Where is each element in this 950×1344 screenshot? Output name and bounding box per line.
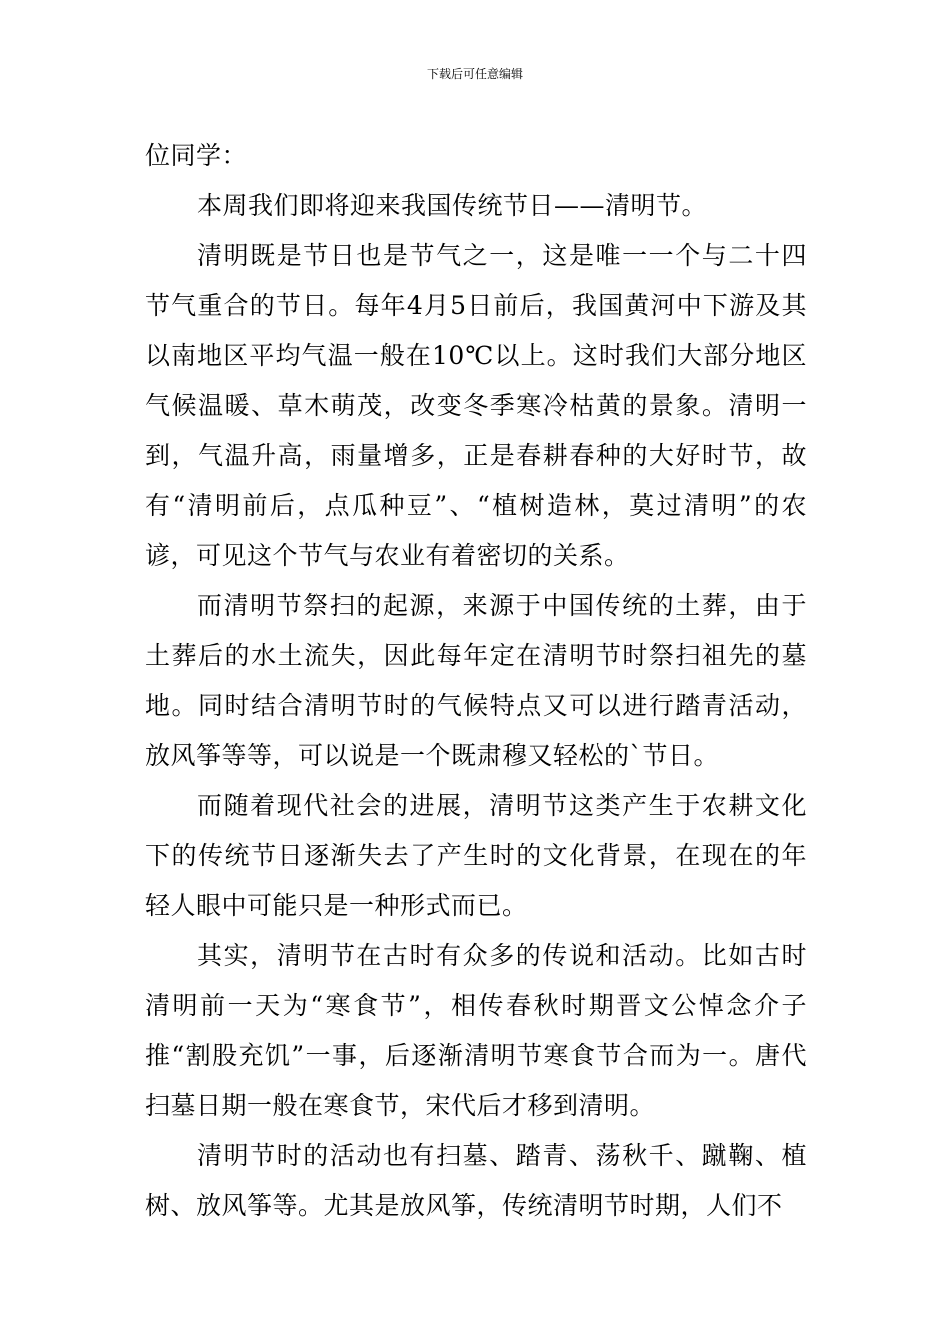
paragraph-2: 清明既是节日也是节气之一，这是唯一一个与二十四节气重合的节日。每年4月5日前后，我国黄河中下游及其以南地区平均气温一般在10℃以上。这时我们大部分地区气候温暖、草木萌茂，改变冬季寒冷枯黄的景象。清明一到，气温升高，雨量增多，正是春耕春种的大好时节，故有“清明前后，点瓜种豆”、“植树造林，莫过清明”的农谚，可见这个节气与农业有着密切的关系。 [145, 241, 807, 570]
paragraph-4: 而随着现代社会的进展，清明节这类产生于农耕文化下的传统节日逐渐失去了产生时的文化背景，在现在的年轻人眼中可能只是一种形式而已。 [145, 791, 807, 920]
page-header-note: 下载后可任意编辑 [426, 67, 523, 81]
salutation: 位同学： [145, 141, 248, 170]
paragraph-6: 清明节时的活动也有扫墓、踏青、荡秋千、蹴鞠、植树、放风筝等。尤其是放风筝，传统清明节时期，人们不 [145, 1141, 807, 1220]
paragraph-1: 本周我们即将迎来我国传统节日——清明节。 [197, 191, 708, 220]
paragraph-5: 其实，清明节在古时有众多的传说和活动。比如古时清明前一天为“寒食节”，相传春秋时期晋文公悼念介子推“割股充饥”一事，后逐渐清明节寒食节合而为一。唐代扫墓日期一般在寒食节，宋代后才移到清明。 [145, 941, 807, 1120]
paragraph-3: 而清明节祭扫的起源，来源于中国传统的土葬，由于土葬后的水土流失，因此每年定在清明节时祭扫祖先的墓地。同时结合清明节时的气候特点又可以进行踏青活动，放风筝等等，可以说是一个既肃穆又轻松的`节日。 [145, 591, 807, 770]
document-body [145, 131, 807, 1231]
